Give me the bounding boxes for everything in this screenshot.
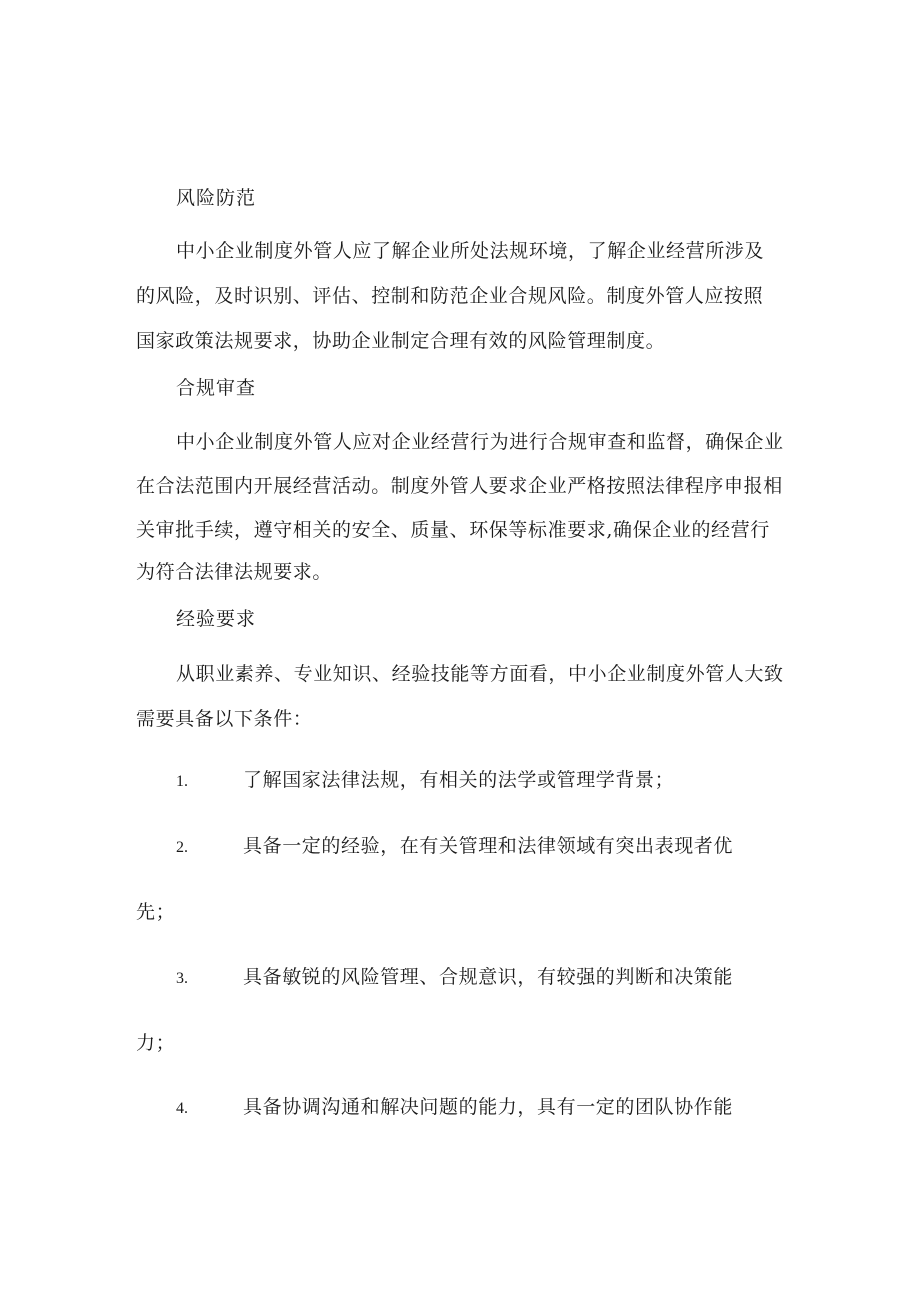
paragraph-line: 为符合法律法规要求。 [136,561,333,583]
paragraph-line: 在合法范围内开展经营活动。制度外管人要求企业严格按照法律程序申报相 [136,475,783,497]
paragraph-line: 需要具备以下条件： [136,708,313,730]
list-item-text: 具备一定的经验，在有关管理和法律领域有突出表现者优 [243,835,734,857]
list-item-number: 4. [176,1100,188,1117]
section-heading-compliance-review: 合规审查 [176,377,257,399]
paragraph-line: 关审批手续，遵守相关的安全、质量、环保等标准要求,确保企业的经营行 [136,519,770,541]
paragraph-line: 的风险，及时识别、评估、控制和防范企业合规风险。制度外管人应按照 [136,285,764,307]
list-item-text: 了解国家法律法规，有相关的法学或管理学背景； [243,769,675,791]
list-item-number: 1. [176,773,188,790]
list-item-text: 具备敏锐的风险管理、合规意识，有较强的判断和决策能 [243,966,734,988]
section-heading-risk-prevention: 风险防范 [176,187,257,209]
paragraph-line: 国家政策法规要求，协助企业制定合理有效的风险管理制度。 [136,330,666,352]
section-heading-experience-requirements: 经验要求 [176,608,257,630]
list-item-number: 3. [176,970,188,987]
list-item-wrap: 先； [136,901,176,923]
list-item-number: 2. [176,839,188,856]
list-item-wrap: 力； [136,1032,176,1054]
paragraph-line: 从职业素养、专业知识、经验技能等方面看，中小企业制度外管人大致 [176,663,784,685]
paragraph-line: 中小企业制度外管人应对企业经营行为进行合规审查和监督，确保企业 [176,431,784,453]
paragraph-line: 中小企业制度外管人应了解企业所处法规环境，了解企业经营所涉及 [176,240,765,262]
list-item-text: 具备协调沟通和解决问题的能力，具有一定的团队协作能 [243,1096,734,1118]
